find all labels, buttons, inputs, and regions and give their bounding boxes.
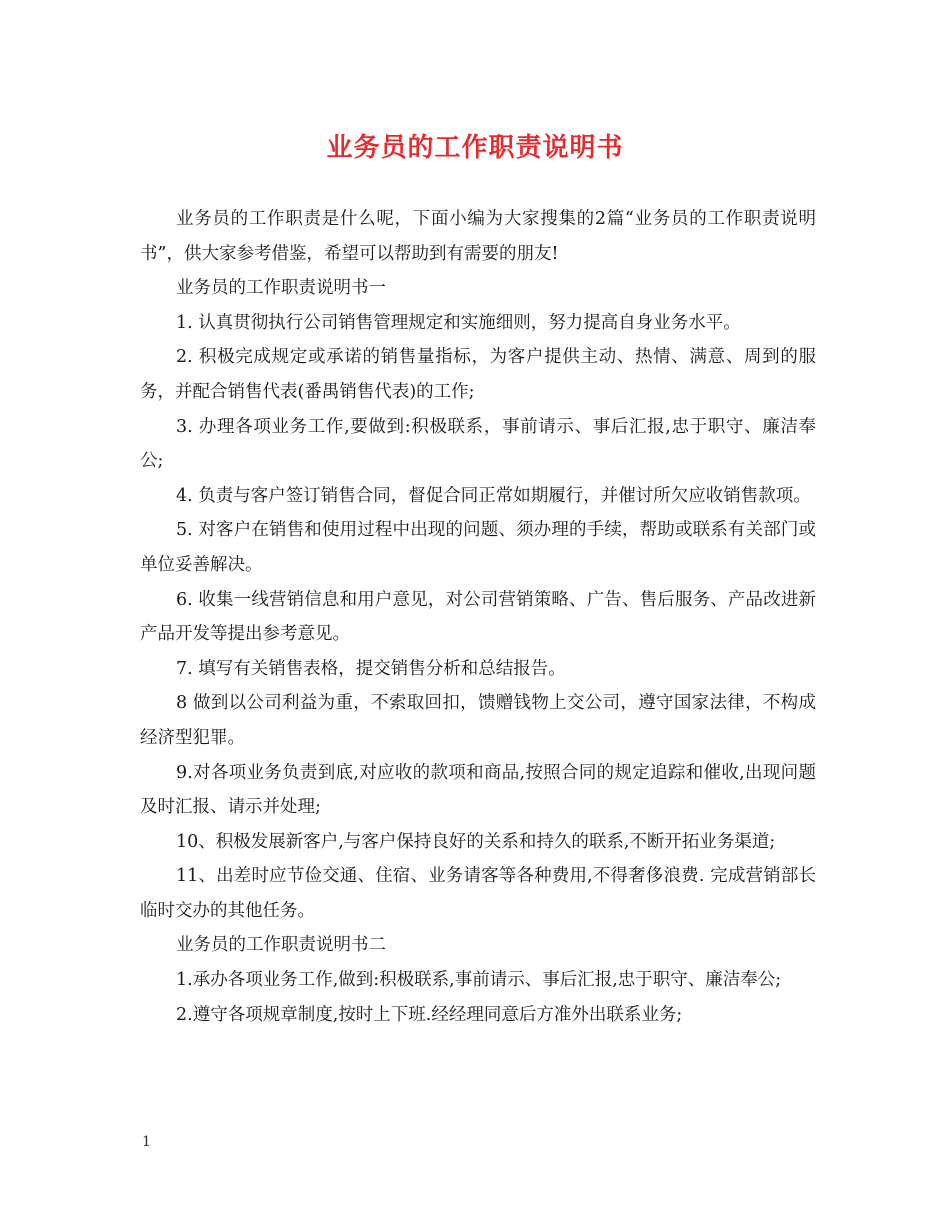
duty-item-1: 1. 认真贯彻执行公司销售管理规定和实施细则，努力提高自身业务水平。 [176,312,741,333]
page-number: 1 [142,1134,151,1150]
duty-item-9: 9.对各项业务负责到底,对应收的款项和商品,按照合同的规定追踪和催收,出现问题及时汇报、请示并处理; [140,762,816,818]
duty-item-7: 7. 填写有关销售表格，提交销售分析和总结报告。 [176,658,566,679]
duty-item-8: 8 做到以公司利益为重，不索取回扣，馈赠钱物上交公司，遵守国家法律，不构成经济型犯罪。 [140,693,816,748]
duty-item-two-1: 1.承办各项业务工作,做到:积极联系,事前请示、事后汇报,忠于职守、廉洁奉公; [176,970,782,991]
duty-item-4: 4. 负责与客户签订销售合同，督促合同正常如期履行，并催讨所欠应收销售款项。 [176,485,811,506]
duty-item-11: 11、出差时应节俭交通、住宿、业务请客等各种费用,不得奢侈浪费. 完成营销部长临时交办的其他任务。 [140,866,816,921]
intro-paragraph: 业务员的工作职责是什么呢，下面小编为大家搜集的2篇“业务员的工作职责说明书”，供大家参考借鉴，希望可以帮助到有需要的朋友! [140,209,816,264]
duty-item-2: 2. 积极完成规定或承诺的销售量指标，为客户提供主动、热情、满意、周到的服务，并配合销售代表(番禺销售代表)的工作; [140,347,816,402]
duty-item-6: 6. 收集一线营销信息和用户意见，对公司营销策略、广告、售后服务、产品改进新产品开发等提出参考意见。 [140,589,816,645]
document-body [140,202,816,1032]
section-heading-two: 业务员的工作职责说明书二 [176,935,386,956]
section-heading-one: 业务员的工作职责说明书一 [176,278,386,299]
duty-item-two-2: 2.遵守各项规章制度,按时上下班.经经理同意后方准外出联系业务; [176,1004,683,1025]
document-title: 业务员的工作职责说明书 [326,133,624,163]
duty-item-10: 10、积极发展新客户,与客户保持良好的关系和持久的联系,不断开拓业务渠道; [176,831,776,852]
duty-item-3: 3. 办理各项业务工作,要做到:积极联系，事前请示、事后汇报,忠于职守、廉洁奉公; [140,416,816,472]
duty-item-5: 5. 对客户在销售和使用过程中出现的问题、须办理的手续，帮助或联系有关部门或单位妥善解决。 [140,520,816,575]
